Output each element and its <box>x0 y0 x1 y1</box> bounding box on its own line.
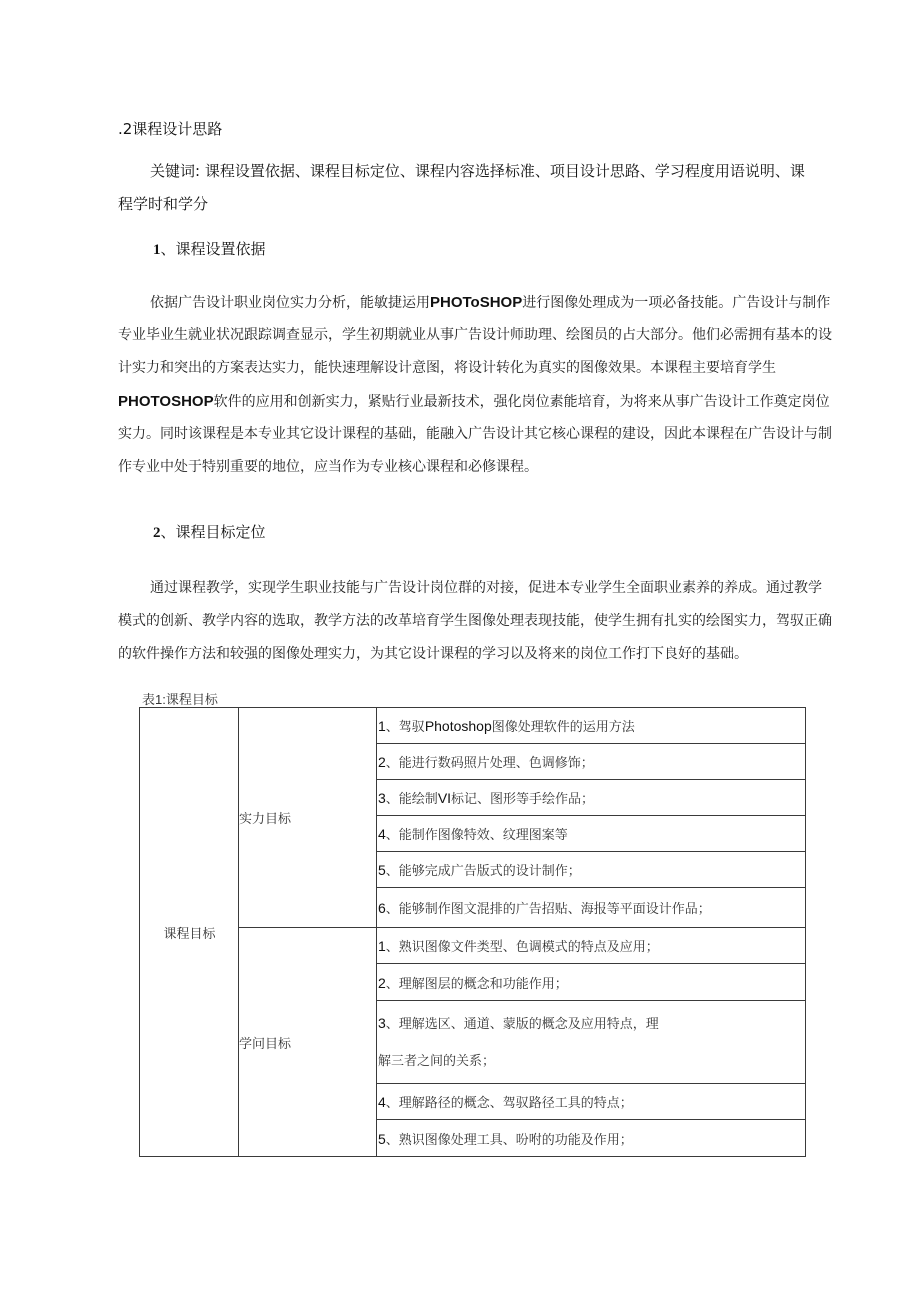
item-number: 1 <box>378 718 386 734</box>
keywords-text: 课程设置依据、课程目标定位、课程内容选择标准、项目设计思路、学习程度用语说明、课程学时和学分 <box>118 162 805 213</box>
caption-number: 1: <box>155 692 166 707</box>
paragraph-line: 模式的创新、教学内容的选取，教学方法的改革培育学生图像处理表现技能，使学生拥有扎实的绘图实力，驾驭正确 <box>118 614 832 629</box>
goal-item-cell <box>377 1120 806 1157</box>
paragraph-line <box>118 352 832 385</box>
item-text: 、能制作图像特效、纹理图案等 <box>385 827 568 842</box>
goal-item-cell <box>377 1084 806 1120</box>
table-row <box>140 708 806 744</box>
item-number: 3 <box>378 790 386 806</box>
table-row <box>140 928 806 964</box>
goal-item-cell <box>377 816 806 852</box>
item-text: 、能够制作图文混排的广告招贴、海报等平面设计作品； <box>385 901 711 916</box>
item-text: 、理解选区、通道、蒙版的概念及应用特点，理 <box>385 1016 659 1031</box>
paragraph-line: 的软件操作方法和较强的图像处理实力，为其它设计课程的学习以及将来的岗位工作打下良好的基础。 <box>118 647 748 662</box>
paragraph-line <box>118 385 832 418</box>
item-line <box>378 1005 805 1042</box>
item-text: 、熟识图像处理工具、吩咐的功能及作用； <box>385 1131 633 1147</box>
group-label-cell: 学问目标 <box>239 928 377 1157</box>
line-ascii: PHOToSHOP <box>430 294 523 311</box>
item-number: 2 <box>378 754 386 770</box>
section2-heading <box>153 521 266 542</box>
goal-item-cell <box>377 964 806 1001</box>
item-text: 、能进行数码照片处理、色调修饰； <box>385 755 594 770</box>
section2-heading-text: 、课程目标定位 <box>160 523 266 541</box>
section2-number: 2 <box>153 525 161 541</box>
item-ascii: VI <box>437 790 452 806</box>
line-text: 依据广告设计职业岗位实力分析，能敏捷运用 <box>150 296 430 311</box>
keywords-label: 关键词: <box>150 162 201 180</box>
goal-item-cell <box>377 708 806 744</box>
line-ascii: PHOTOSHOP <box>118 393 214 410</box>
table-caption <box>142 689 218 708</box>
paragraph-line <box>118 418 832 451</box>
paragraph-line <box>118 451 832 484</box>
line-text: 进行图像处理成为一项必备技能。广告设计与制作 <box>522 296 831 311</box>
line-text: 作专业中处于特别重要的地位，应当作为专业核心课程和必修课程。 <box>118 460 538 475</box>
item-number: 4 <box>378 826 386 842</box>
item-text: 标记、图形等手绘作品； <box>451 791 595 806</box>
caption-text: 课程目标 <box>165 692 218 707</box>
paragraph-line <box>118 286 832 319</box>
group-label-cell: 实力目标 <box>239 708 377 928</box>
section1-number: 1 <box>153 242 161 258</box>
goal-item-cell <box>377 888 806 928</box>
root-label-cell: 课程目标 <box>140 708 239 1157</box>
item-number: 5 <box>378 862 386 878</box>
item-number: 2 <box>378 974 386 991</box>
item-text: 、理解路径的概念、驾驭路径工具的特点； <box>385 1095 633 1110</box>
item-text: 、理解图层的概念和功能作用； <box>385 975 568 991</box>
section1-heading-text: 、课程设置依据 <box>160 240 266 258</box>
line-text: 计实力和突出的方案表达实力，能快速理解设计意图，将设计转化为真实的图像效果。本课程主要培育学生 <box>118 361 776 376</box>
item-text: 图像处理软件的运用方法 <box>491 719 635 734</box>
course-goals-table <box>139 707 806 1157</box>
section-title: .2课程设计思路 <box>118 120 223 138</box>
item-text: 、能绘制 <box>385 791 438 806</box>
section1-heading <box>153 238 266 259</box>
keywords-paragraph <box>118 155 818 221</box>
item-number: 4 <box>378 1094 386 1110</box>
line-text: 专业毕业生就业状况跟踪调查显示，学生初期就业从事广告设计师助理、绘图员的占大部分。他们必需拥有基本的设 <box>118 328 832 343</box>
item-number: 3 <box>378 1015 386 1031</box>
goal-item-cell <box>377 1001 806 1084</box>
item-text: 、能够完成广告版式的设计制作； <box>385 863 581 878</box>
line-text: 实力。同时该课程是本专业其它设计课程的基础，能融入广告设计其它核心课程的建设，因此本课程在广告设计与制 <box>118 427 832 442</box>
item-text: 、熟识图像文件类型、色调模式的特点及应用； <box>385 939 659 954</box>
section2-paragraph <box>118 572 832 671</box>
section1-paragraph <box>118 286 832 484</box>
item-ascii: Photoshop <box>424 718 492 734</box>
item-number: 6 <box>378 900 386 916</box>
item-number: 1 <box>378 938 386 954</box>
goal-item-cell <box>377 928 806 964</box>
goal-item-cell <box>377 744 806 780</box>
paragraph-line <box>118 319 832 352</box>
item-text: 、驾驭 <box>385 719 425 734</box>
paragraph-line: 通过课程教学，实现学生职业技能与广告设计岗位群的对接，促进本专业学生全面职业素养的养成。通过教学 <box>150 581 822 596</box>
goal-item-cell <box>377 780 806 816</box>
item-line: 解三者之间的关系； <box>378 1053 496 1068</box>
line-text: 软件的应用和创新实力，紧贴行业最新技术，强化岗位素能培育，为将来从事广告设计工作奠定岗位 <box>213 395 830 410</box>
item-number: 5 <box>378 1130 386 1147</box>
caption-prefix: 表 <box>142 692 156 707</box>
goal-item-cell <box>377 852 806 888</box>
